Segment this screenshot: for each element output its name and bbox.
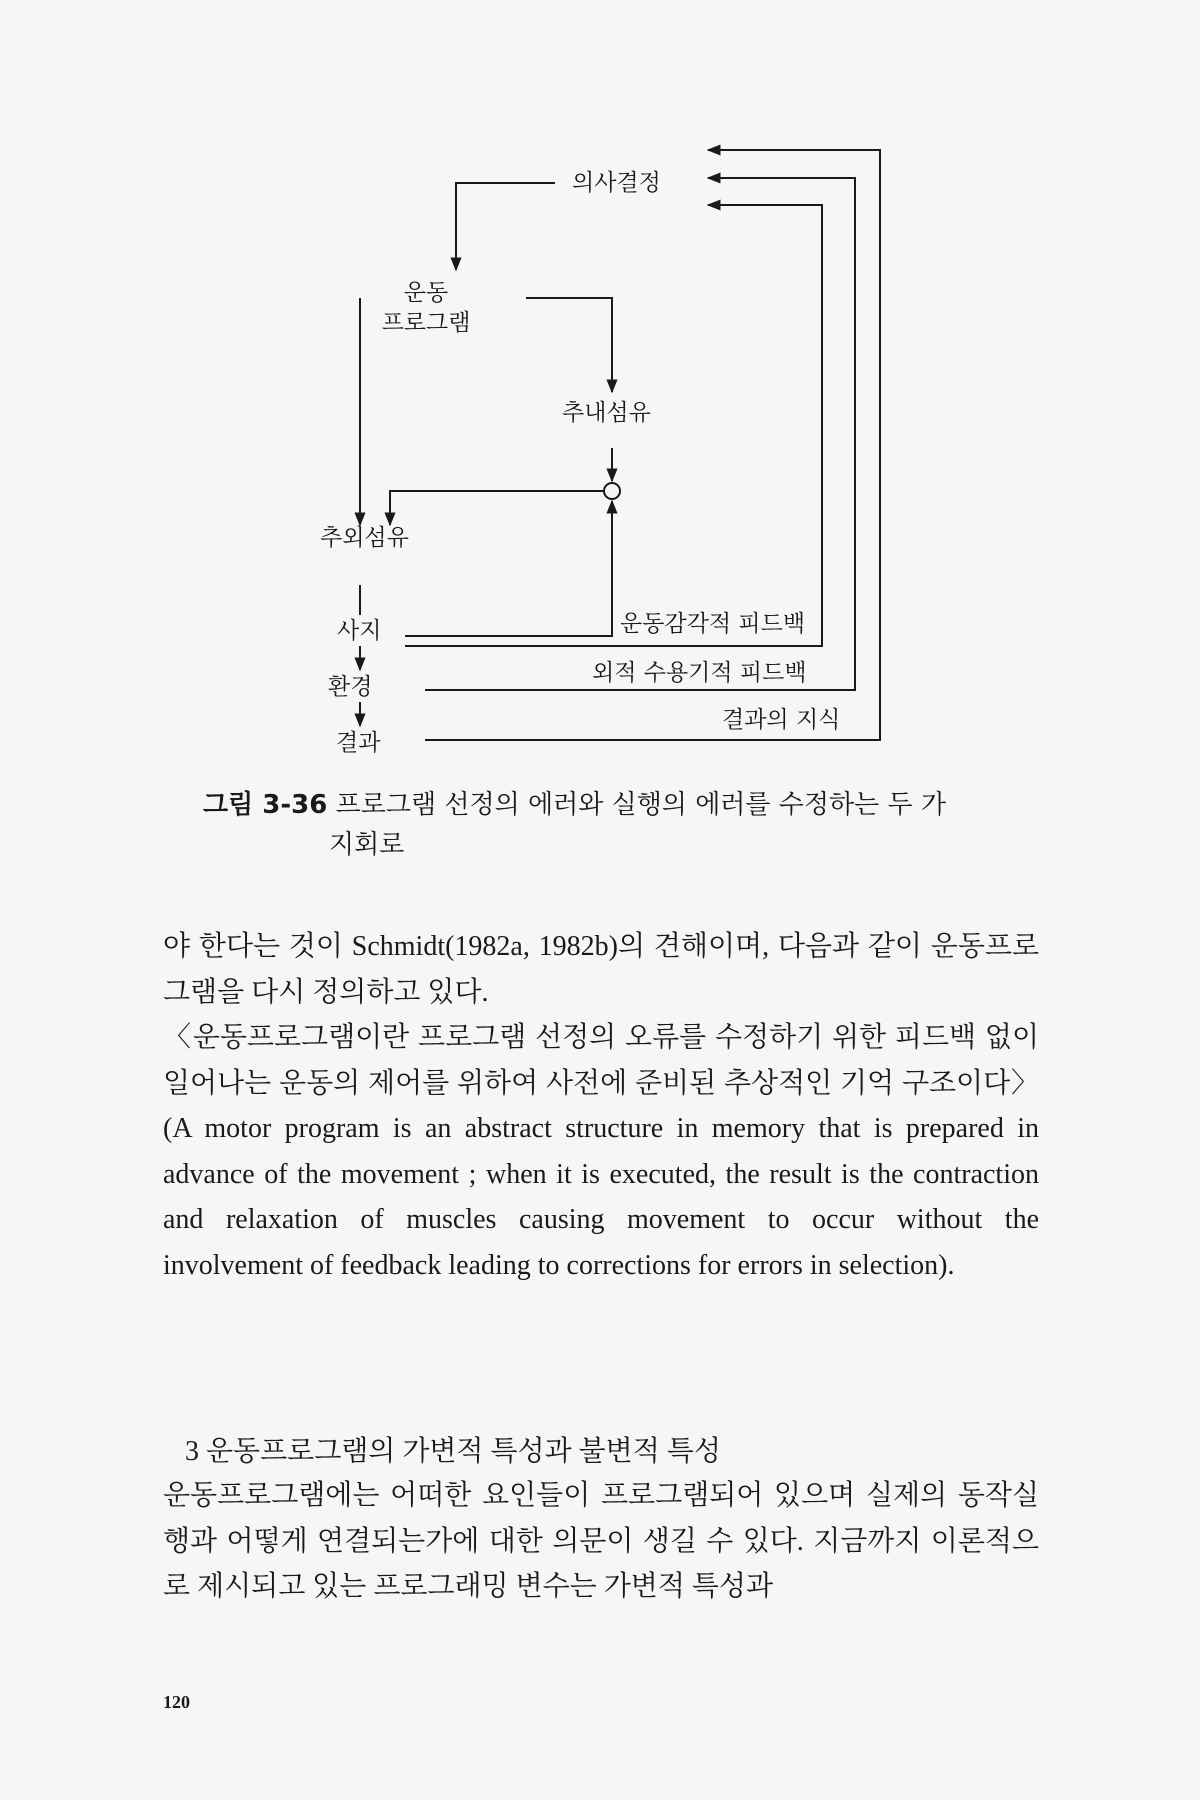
section-title: 운동프로그램의 가변적 특성과 불변적 특성 (206, 1436, 721, 1467)
edge-program-to-intrafusal (526, 298, 612, 392)
body-block-2 (163, 1473, 1039, 1610)
figure-caption-line2: 지회로 (329, 830, 405, 860)
paragraph-2: 〈운동프로그램이란 프로그램 선정의 오류를 수정하기 위한 피드백 없이 일어나는 운동의 제어를 위하여 사전에 준비된 추상적인 기억 구조이다〉(A motor program is an abstract structure in memory that is prepared in advance of the movement ; when it is executed, the result is the contraction and relaxation of muscles causing movement to occur without the involvement of feedback leading to corrections for errors in selection). (163, 1022, 1039, 1281)
comparator-node (604, 483, 620, 499)
figure-caption-line1: 프로그램 선정의 에러와 실행의 에러를 수정하는 두 가 (335, 790, 947, 820)
label-knowledge-of-results: 결과의 지식 (722, 707, 841, 733)
label-exteroceptive-feedback: 외적 수용기적 피드백 (592, 660, 807, 686)
node-intrafusal-fiber: 추내섬유 (562, 400, 651, 426)
node-decision: 의사결정 (572, 170, 661, 196)
node-motor-program-line2: 프로그램 (381, 310, 471, 336)
section-heading (185, 1429, 721, 1469)
motor-control-diagram (0, 0, 1200, 770)
node-environment: 환경 (328, 674, 373, 700)
figure-number: 그림 3-36 (203, 790, 328, 820)
edge-decision-to-program (456, 183, 555, 270)
paragraph-1: 야 한다는 것이 Schmidt(1982a, 1982b)의 견해이며, 다음과 같이 운동프로그램을 다시 정의하고 있다. (163, 931, 1039, 1008)
edge-kinesthetic-to-comparator (405, 501, 612, 636)
page-number: 120 (163, 1692, 190, 1712)
paragraph-3: 운동프로그램에는 어떠한 요인들이 프로그램되어 있으며 실제의 동작실행과 어떻게 연결되는가에 대한 의문이 생길 수 있다. 지금까지 이론적으로 제시되고 있는 프로그래밍 변수는 가변적 특성과 (163, 1480, 1039, 1602)
body-block-1 (163, 924, 1039, 1288)
node-motor-program-line1: 운동 (403, 280, 449, 306)
node-result: 결과 (336, 730, 381, 756)
figure-caption (203, 785, 1023, 865)
node-extrafusal-fiber: 추외섬유 (320, 525, 409, 551)
section-number: 3 (185, 1436, 199, 1467)
node-limb: 사지 (337, 618, 382, 644)
label-kinesthetic-feedback: 운동감각적 피드백 (620, 611, 806, 637)
edge-results-to-decision (425, 150, 880, 740)
edge-comparator-to-extrafusal (390, 491, 604, 525)
